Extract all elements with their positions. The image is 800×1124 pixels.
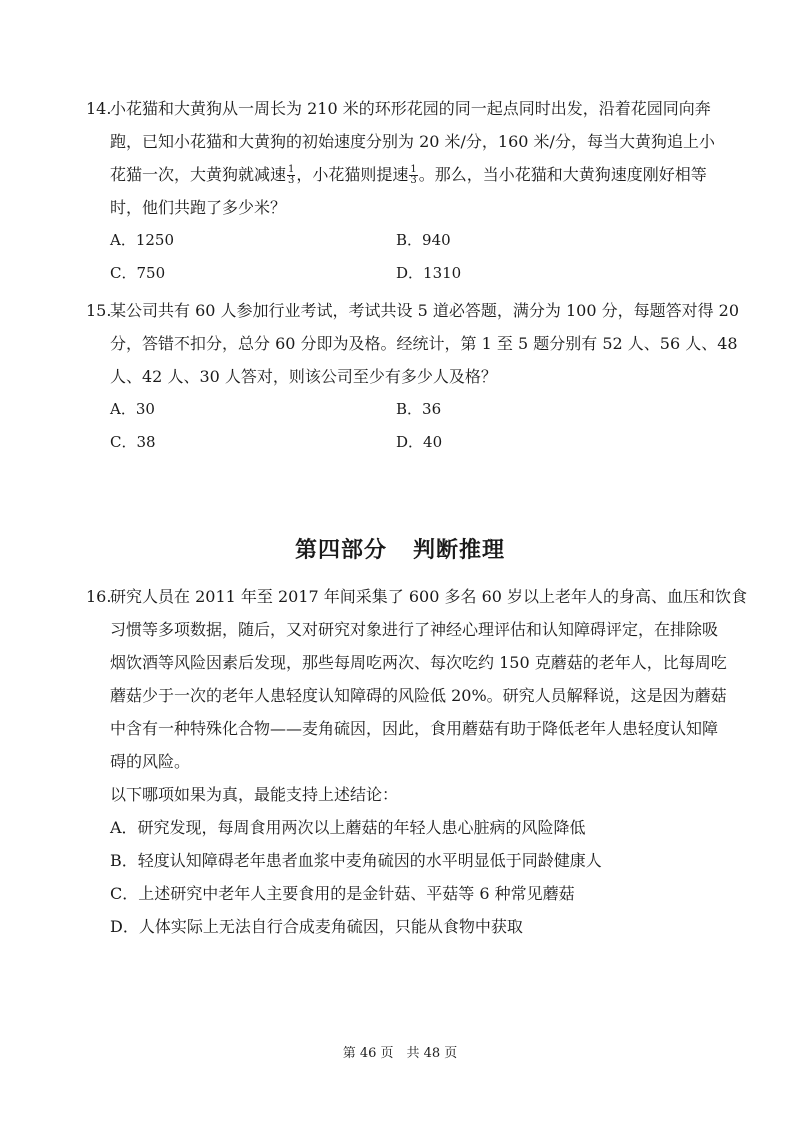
option-a[interactable]: A．30	[110, 400, 155, 418]
question-text-line: 烟饮酒等风险因素后发现，那些每周吃两次、每次吃约 150 克蘑菇的老年人，比每周吃	[110, 653, 727, 672]
fraction	[287, 165, 295, 186]
option-d[interactable]: D．人体实际上无法自行合成麦角硫因，只能从食物中获取	[110, 917, 523, 936]
question-text-line: 时，他们共跑了多少米？	[110, 198, 287, 217]
fraction-numerator: 1	[288, 164, 295, 175]
question-text-line: 分，答错不扣分，总分 60 分即为及格。经统计，第 1 至 5 题分别有 52 人、56 人、48	[110, 334, 738, 353]
fraction-denominator: 3	[410, 175, 417, 186]
section-part: 第四部分	[294, 538, 387, 563]
question-text-line: 某公司共有 60 人参加行业考试，考试共设 5 道必答题，满分为 100 分，每题答对得 20	[110, 301, 740, 320]
question-text-line	[86, 158, 726, 191]
fraction-numerator: 1	[410, 164, 417, 175]
option-d[interactable]: D．1310	[396, 264, 462, 282]
option-a[interactable]: A．1250	[110, 231, 175, 249]
question-15	[86, 294, 740, 459]
question-text-fragment: 。那么，当小花猫和大黄狗速度刚好相等	[418, 165, 707, 184]
option-c[interactable]: C．750	[110, 264, 166, 282]
option-b[interactable]: B．940	[396, 231, 451, 249]
question-text-line: 蘑菇少于一次的老年人患轻度认知障碍的风险低 20%。研究人员解释说，这是因为蘑菇	[110, 686, 727, 705]
options-row	[86, 224, 726, 257]
option-d[interactable]: D．40	[396, 433, 443, 451]
question-number: 15.	[86, 301, 112, 320]
question-text-fragment: 花猫一次，大黄狗就减速	[110, 165, 287, 184]
question-text-line: 习惯等多项数据，随后，又对研究对象进行了神经心理评估和认知障碍评定，在排除吸	[110, 620, 719, 639]
question-text-line: 小花猫和大黄狗从一周长为 210 米的环形花园的同一起点同时出发，沿着花园同向奔	[110, 99, 711, 118]
option-c[interactable]: C．上述研究中老年人主要食用的是金针菇、平菇等 6 种常见蘑菇	[110, 884, 575, 903]
option-b[interactable]: B．36	[396, 400, 442, 418]
section-heading	[0, 533, 800, 564]
option-b[interactable]: B．轻度认知障碍老年患者血浆中麦角硫因的水平明显低于同龄健康人	[110, 851, 602, 870]
question-16	[86, 580, 748, 943]
question-number: 16.	[86, 587, 112, 606]
fraction-denominator: 3	[288, 175, 295, 186]
options-row	[86, 393, 726, 426]
question-text-line: 跑，已知小花猫和大黄狗的初始速度分别为 20 米/分，160 米/分，每当大黄狗追上小	[110, 132, 715, 151]
options-row	[86, 257, 726, 290]
question-prompt: 以下哪项如果为真，最能支持上述结论：	[110, 785, 399, 804]
question-text-line: 中含有一种特殊化合物——麦角硫因，因此，食用蘑菇有助于降低老年人患轻度认知障	[110, 719, 719, 738]
question-text-line: 碍的风险。	[110, 752, 191, 771]
question-text-line: 人、42 人、30 人答对，则该公司至少有多少人及格？	[110, 367, 497, 386]
question-14	[86, 92, 726, 290]
option-c[interactable]: C．38	[110, 433, 156, 451]
question-number: 14.	[86, 99, 112, 118]
section-name: 判断推理	[413, 538, 506, 563]
page-footer: 第 46 页 共 48 页	[342, 1046, 458, 1061]
option-a[interactable]: A．研究发现，每周食用两次以上蘑菇的年轻人患心脏病的风险降低	[110, 818, 586, 837]
question-text-fragment: ，小花猫则提速	[296, 165, 409, 184]
fraction	[409, 165, 417, 186]
question-text-line: 研究人员在 2011 年至 2017 年间采集了 600 多名 60 岁以上老年人的身高、血压和饮食	[110, 587, 748, 606]
options-row	[86, 426, 726, 459]
